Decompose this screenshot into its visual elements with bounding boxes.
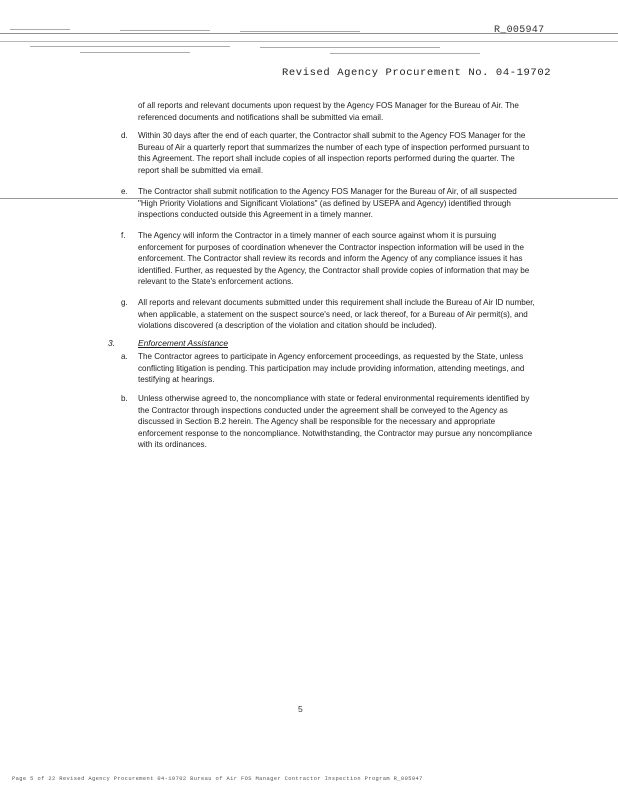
continuation-paragraph: of all reports and relevant documents upon request by the Agency FOS Manager for the Bureau of Air. The referenced documents and notifications shall be submitted via email. bbox=[138, 101, 519, 122]
scan-noise-dash bbox=[240, 31, 360, 32]
list-item-text: The Contractor agrees to participate in Agency enforcement proceedings, as requested by the State, unless conflicting litigation is pending. This participation may include providing information, attending meetings, and testifying at hearings. bbox=[138, 352, 525, 385]
list-item-text: The Agency will inform the Contractor in a timely manner of each source against whom it is pursuing enforcement for purposes of coordination whenever the Contractor inspection information will be used in the enforcement. The Contractor shall review its records and inform the Agency of any compliance issues it has identified. Further, as requested by the Agency, the Contractor shall provide copies of information that may be relevant to the State's enforcement actions. bbox=[138, 231, 530, 287]
scan-noise-dash bbox=[260, 47, 440, 48]
scan-noise-line bbox=[0, 41, 618, 42]
page-number: 5 bbox=[298, 704, 303, 714]
scan-noise-dash bbox=[30, 46, 230, 47]
footer-scan-strip: Page 5 of 22 Revised Agency Procurement 04-19702 Bureau of Air FOS Manager Contractor Inspection Program R_005947 bbox=[12, 776, 423, 782]
list-item-text: Unless otherwise agreed to, the noncompliance with state or federal environmental requirements identified by the Contractor through inspections conducted under the agreement shall be conveyed to the Agency as discussed in Section B.2 herein. The Agency shall be responsible for the necessary and appropriate enforcement response to the noncompliance. Notwithstanding, the Contractor may pursue any noncompliance with its ordinances. bbox=[138, 394, 533, 450]
list-item-label: f. bbox=[121, 231, 126, 240]
scan-artifact-line bbox=[0, 198, 618, 199]
bates-number: R_005947 bbox=[494, 25, 545, 36]
list-item-label: b. bbox=[121, 394, 128, 403]
list-item-label: d. bbox=[121, 131, 128, 140]
scan-noise-dash bbox=[120, 30, 210, 31]
scan-noise-dash bbox=[80, 52, 190, 53]
section-number: 3. bbox=[108, 338, 115, 348]
list-item-label: e. bbox=[121, 187, 128, 196]
list-item-text: Within 30 days after the end of each quarter, the Contractor shall submit to the Agency FOS Manager for the Bureau of Air a quarterly report that summarizes the number of each type of inspection performed pursuant to this Agreement. The report shall include copies of all inspection reports performed during the quarter. The report shall be submitted via email. bbox=[138, 131, 530, 175]
document-header: Revised Agency Procurement No. 04-19702 bbox=[282, 67, 552, 79]
scan-noise-dash bbox=[10, 29, 70, 30]
list-item-text: The Contractor shall submit notification to the Agency FOS Manager for the Bureau of Air, of all suspected "High Priority Violations and Significant Violations" (as defined by USEPA and Agency) identified through inspections conducted outside this Agreement in a timely manner. bbox=[138, 187, 517, 220]
list-item-label: g. bbox=[121, 298, 128, 307]
scan-noise-dash bbox=[330, 53, 480, 54]
section-title: Enforcement Assistance bbox=[138, 338, 228, 348]
list-item-label: a. bbox=[121, 352, 128, 361]
list-item-text: All reports and relevant documents submitted under this requirement shall include the Bureau of Air ID number, when applicable, a statement on the suspect source's need, or lack thereof, for a Bureau of Air permit(s), and violations discovered (a description of the violation and citation should be included). bbox=[138, 298, 535, 331]
